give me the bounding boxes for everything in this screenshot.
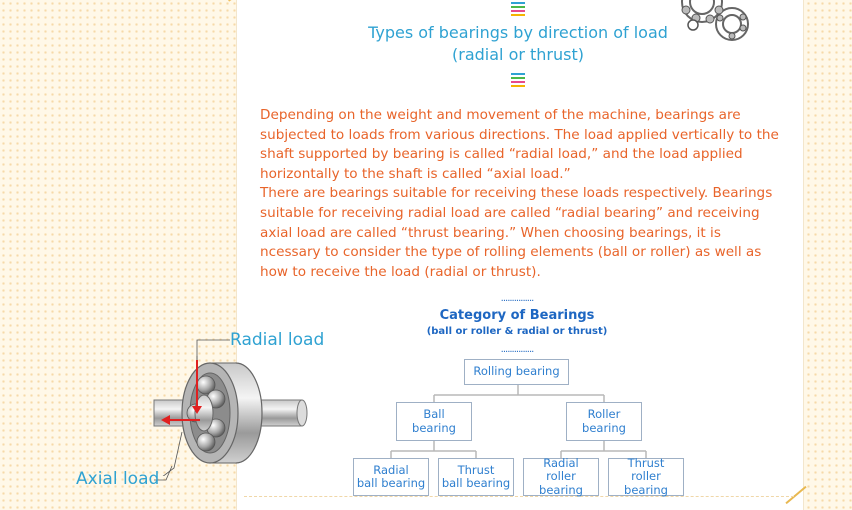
category-dots-bottom: ............... (500, 344, 534, 355)
leaf-label-line: roller bearing (624, 469, 668, 497)
bearing-load-illustration-icon (148, 356, 313, 476)
tree-root-label: Rolling bearing (473, 364, 560, 379)
node-label-line: Ball (423, 407, 445, 421)
leaf-label-line: roller bearing (539, 469, 583, 497)
leaf-label-line: ball bearing (356, 476, 426, 490)
tree-root-rolling-bearing (464, 359, 569, 385)
leaf-label-line: ball bearing (441, 476, 511, 490)
category-dots-top: ............... (500, 293, 534, 304)
leaf-label-line: Thrust (627, 455, 665, 470)
node-label-line: Roller (587, 407, 621, 421)
node-label-line: bearing (582, 420, 626, 435)
description-paragraph-2: There are bearings suitable for receiving these loads respectively. Bearings suitable for receiving radial load are called “radial bearing” and receiving axial load are called “thrust bearing.” When choosing bearings, it is ncessary to consider the type of rolling elements (ball or roller) as well as how to receive the load (radial or thrust). (260, 185, 773, 280)
tree-leaf-radial-ball-bearing (353, 458, 429, 496)
description-paragraph-1: Depending on the weight and movement of the machine, bearings are subjected to loads from various directions. The load applied vertically to the shaft supported by bearing is called “radial load,” and the load applied horizontally to the shaft is called “axial load.” (260, 107, 779, 182)
radial-load-label: Radial load (230, 330, 325, 350)
leaf-label-line: Radial (543, 455, 579, 470)
leaf-label-line: Thrust (457, 462, 495, 477)
tree-leaf-thrust-roller-bearing (608, 455, 684, 497)
tree-leaf-thrust-ball-bearing (438, 458, 514, 496)
category-subtitle: (ball or roller & radial or thrust) (426, 326, 608, 337)
axial-load-label: Axial load (76, 469, 160, 489)
leaf-label-line: Radial (373, 462, 409, 477)
category-title: Category of Bearings (439, 308, 595, 323)
tree-node-ball-bearing (396, 402, 472, 441)
title-line-2: (radial or thrust) (452, 45, 584, 64)
title-line-1: Types of bearings by direction of load (368, 23, 668, 42)
tree-node-roller-bearing (566, 402, 642, 441)
tree-leaf-radial-roller-bearing (523, 455, 599, 497)
node-label-line: bearing (412, 420, 456, 435)
